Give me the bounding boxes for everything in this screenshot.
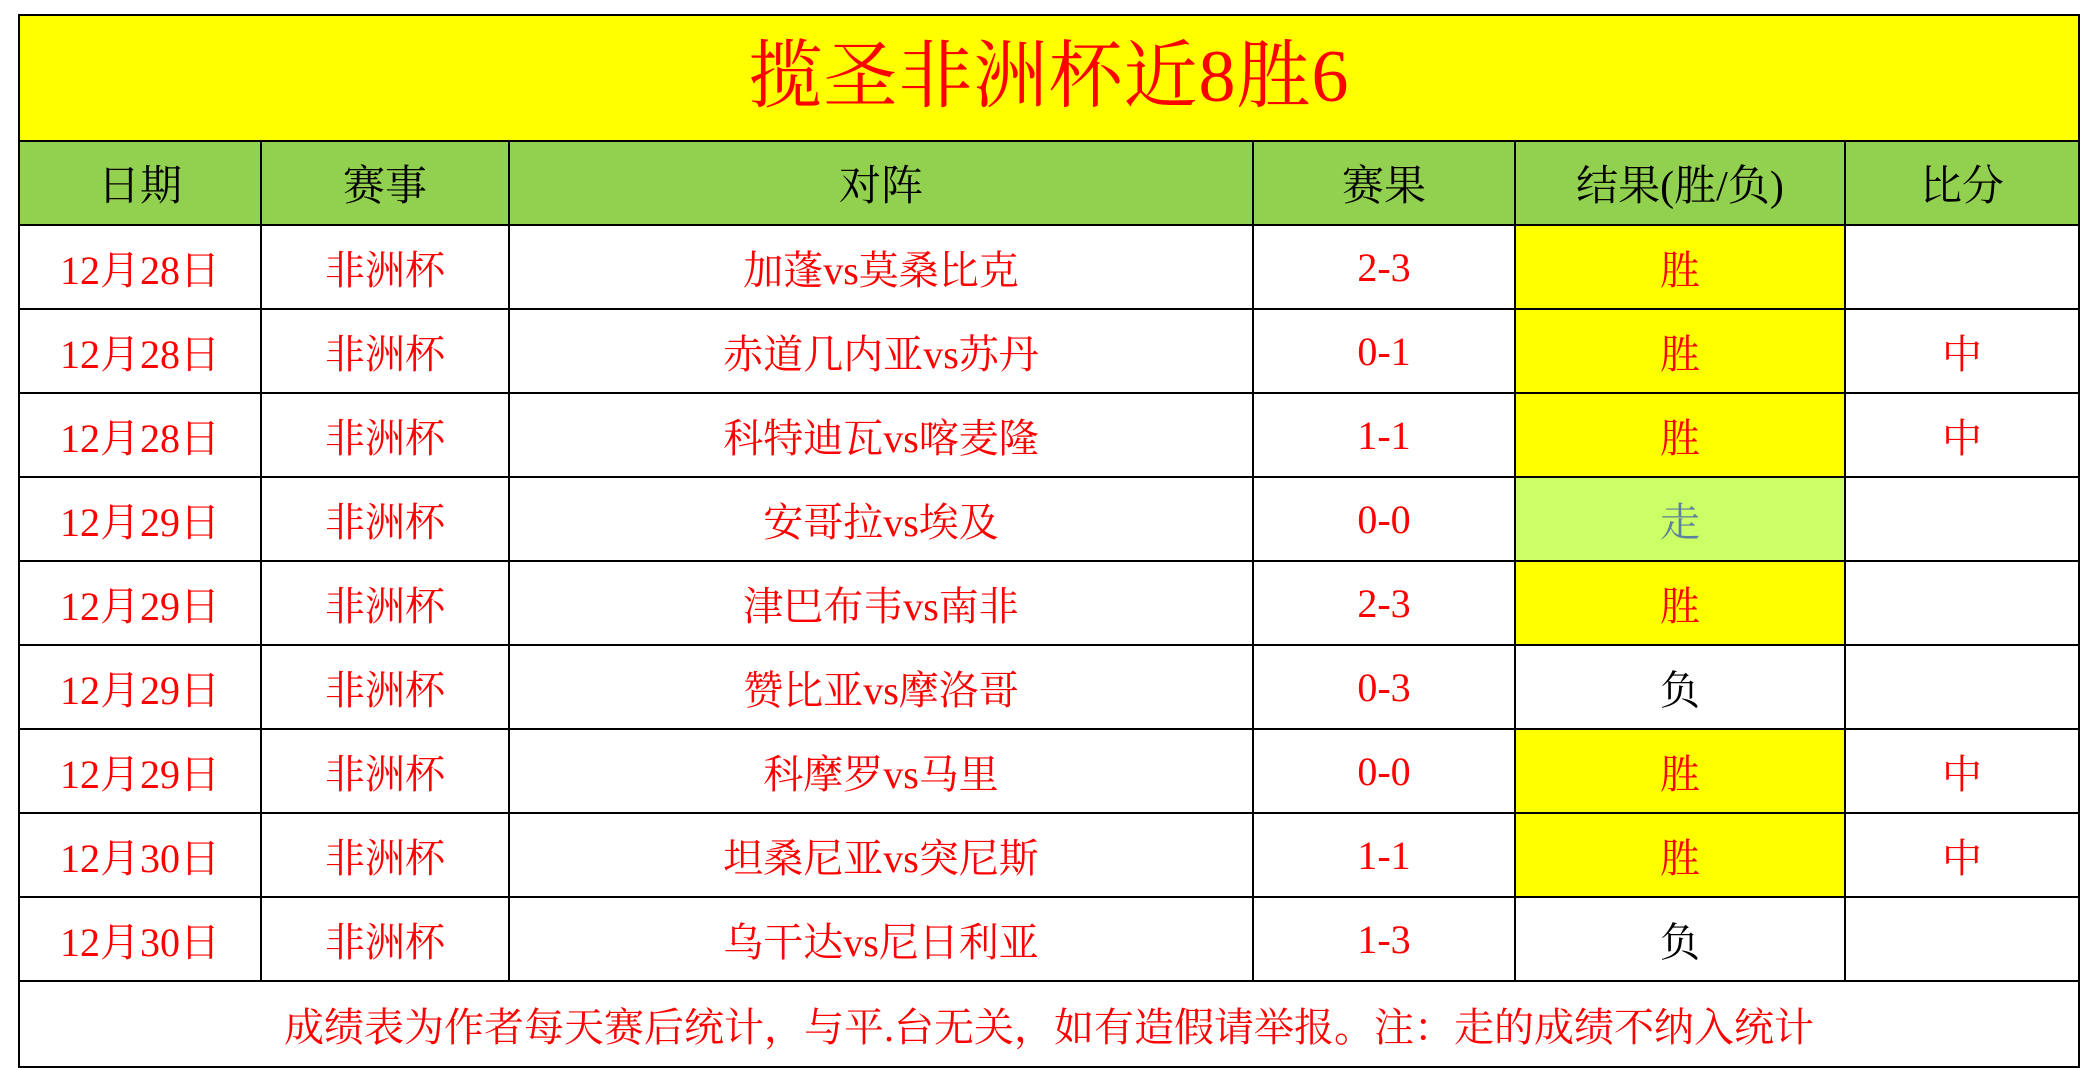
cell-extra: 中 xyxy=(1845,729,2079,813)
column-header-extra: 比分 xyxy=(1845,141,2079,225)
cell-match: 坦桑尼亚vs突尼斯 xyxy=(509,813,1253,897)
cell-date: 12月28日 xyxy=(19,309,261,393)
cell-date: 12月28日 xyxy=(19,225,261,309)
cell-date: 12月29日 xyxy=(19,645,261,729)
cell-date: 12月29日 xyxy=(19,729,261,813)
table-row xyxy=(19,393,2079,477)
cell-date: 12月30日 xyxy=(19,897,261,981)
cell-extra xyxy=(1845,645,2079,729)
cell-extra xyxy=(1845,561,2079,645)
cell-date: 12月28日 xyxy=(19,393,261,477)
table-row xyxy=(19,897,2079,981)
cell-result: 负 xyxy=(1515,645,1845,729)
table-row xyxy=(19,729,2079,813)
results-table xyxy=(18,14,2080,1068)
cell-score: 0-3 xyxy=(1253,645,1515,729)
cell-score: 2-3 xyxy=(1253,561,1515,645)
footer-row xyxy=(19,981,2079,1067)
cell-match: 安哥拉vs埃及 xyxy=(509,477,1253,561)
table-header-row xyxy=(19,141,2079,225)
cell-league: 非洲杯 xyxy=(261,645,509,729)
cell-league: 非洲杯 xyxy=(261,477,509,561)
cell-result: 胜 xyxy=(1515,729,1845,813)
table-row xyxy=(19,645,2079,729)
cell-extra: 中 xyxy=(1845,309,2079,393)
column-header-date: 日期 xyxy=(19,141,261,225)
cell-match: 乌干达vs尼日利亚 xyxy=(509,897,1253,981)
cell-score: 1-1 xyxy=(1253,813,1515,897)
cell-result: 胜 xyxy=(1515,561,1845,645)
cell-match: 科特迪瓦vs喀麦隆 xyxy=(509,393,1253,477)
cell-score: 0-1 xyxy=(1253,309,1515,393)
cell-extra: 中 xyxy=(1845,813,2079,897)
page-title: 揽圣非洲杯近8胜6 xyxy=(19,15,2079,141)
column-header-league: 赛事 xyxy=(261,141,509,225)
footer-note: 成绩表为作者每天赛后统计，与平.台无关，如有造假请举报。注：走的成绩不纳入统计 xyxy=(19,981,2079,1067)
cell-score: 0-0 xyxy=(1253,729,1515,813)
cell-league: 非洲杯 xyxy=(261,561,509,645)
cell-league: 非洲杯 xyxy=(261,813,509,897)
title-row xyxy=(19,15,2079,141)
table-row xyxy=(19,309,2079,393)
cell-date: 12月30日 xyxy=(19,813,261,897)
cell-league: 非洲杯 xyxy=(261,897,509,981)
cell-extra: 中 xyxy=(1845,393,2079,477)
cell-league: 非洲杯 xyxy=(261,729,509,813)
cell-match: 科摩罗vs马里 xyxy=(509,729,1253,813)
cell-extra xyxy=(1845,897,2079,981)
column-header-score: 赛果 xyxy=(1253,141,1515,225)
cell-match: 加蓬vs莫桑比克 xyxy=(509,225,1253,309)
table-row xyxy=(19,561,2079,645)
cell-score: 1-1 xyxy=(1253,393,1515,477)
cell-result: 走 xyxy=(1515,477,1845,561)
cell-score: 0-0 xyxy=(1253,477,1515,561)
table-row xyxy=(19,225,2079,309)
cell-match: 赤道几内亚vs苏丹 xyxy=(509,309,1253,393)
cell-score: 1-3 xyxy=(1253,897,1515,981)
cell-extra xyxy=(1845,225,2079,309)
table-row xyxy=(19,477,2079,561)
cell-league: 非洲杯 xyxy=(261,393,509,477)
cell-date: 12月29日 xyxy=(19,561,261,645)
cell-extra xyxy=(1845,477,2079,561)
cell-result: 负 xyxy=(1515,897,1845,981)
cell-result: 胜 xyxy=(1515,309,1845,393)
cell-result: 胜 xyxy=(1515,393,1845,477)
column-header-match: 对阵 xyxy=(509,141,1253,225)
cell-league: 非洲杯 xyxy=(261,225,509,309)
cell-league: 非洲杯 xyxy=(261,309,509,393)
cell-date: 12月29日 xyxy=(19,477,261,561)
cell-match: 赞比亚vs摩洛哥 xyxy=(509,645,1253,729)
column-header-result: 结果(胜/负) xyxy=(1515,141,1845,225)
table-row xyxy=(19,813,2079,897)
cell-result: 胜 xyxy=(1515,225,1845,309)
cell-result: 胜 xyxy=(1515,813,1845,897)
cell-score: 2-3 xyxy=(1253,225,1515,309)
cell-match: 津巴布韦vs南非 xyxy=(509,561,1253,645)
